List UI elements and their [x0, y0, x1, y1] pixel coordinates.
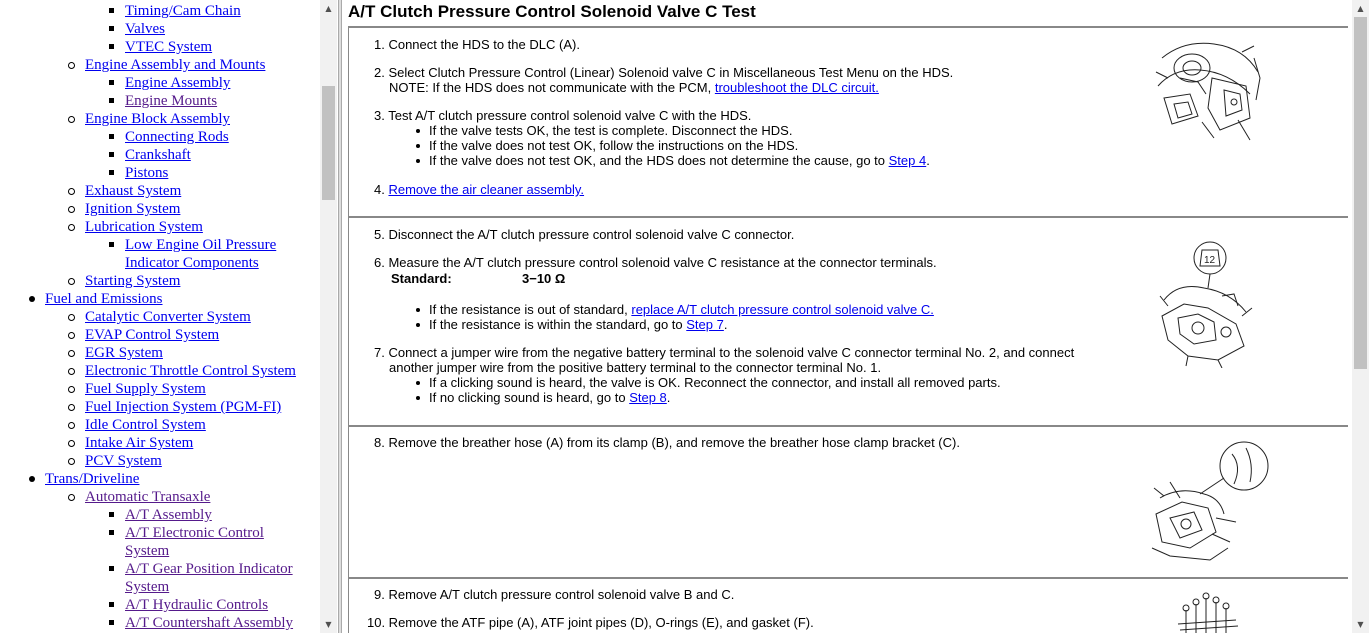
nav-item-label[interactable]: Connecting Rods: [125, 129, 229, 145]
nav-item-label[interactable]: A/T Hydraulic Controls: [125, 597, 269, 613]
nav-item[interactable]: [85, 200, 180, 218]
nav-item[interactable]: [85, 272, 180, 290]
square-bullet-icon: [109, 530, 114, 535]
standard-label: Standard:: [391, 271, 452, 286]
nav-item[interactable]: [125, 20, 165, 38]
disc-bullet-icon: [29, 296, 35, 302]
nav-item-label[interactable]: Idle Control System: [85, 417, 206, 433]
replace-solenoid-link[interactable]: replace A/T clutch pressure control solenoid valve C.: [631, 302, 934, 317]
nav-item[interactable]: [125, 236, 276, 272]
step-7-link[interactable]: Step 7: [686, 317, 724, 332]
square-bullet-icon: [109, 98, 114, 103]
nav-item-label[interactable]: Trans/Driveline: [45, 471, 140, 487]
scroll-down-arrow-icon[interactable]: ▼: [1357, 620, 1364, 629]
step-1: 1. Connect the HDS to the DLC (A).: [374, 37, 580, 52]
nav-item[interactable]: [85, 452, 162, 470]
circle-bullet-icon: [68, 314, 75, 321]
step-3-bullet-3-text: If the valve does not test OK, and the HDS does not determine the cause, go to: [429, 153, 885, 168]
step-4: [374, 182, 584, 197]
bullet-icon: [416, 129, 420, 133]
nav-item[interactable]: [85, 56, 265, 74]
nav-item-label[interactable]: Catalytic Converter System: [85, 309, 251, 325]
step-7: 7. Connect a jumper wire from the negative battery terminal to the solenoid valve C connector terminal No. 2, and connect: [374, 345, 1075, 360]
step-6-bullet-1-text: If the resistance is out of standard,: [429, 302, 628, 317]
standard-value: 3−10 Ω: [522, 271, 566, 286]
step-2-note-text: NOTE: If the HDS does not communicate with the PCM,: [389, 80, 712, 95]
nav-item-label[interactable]: Automatic Transaxle: [85, 489, 211, 505]
step-3: 3. Test A/T clutch pressure control solenoid valve C with the HDS.: [374, 108, 752, 123]
procedure-content: [342, 0, 1352, 633]
nav-item-label[interactable]: Low Engine Oil Pressure: [125, 237, 277, 253]
nav-item-label[interactable]: Lubrication System: [85, 219, 203, 235]
nav-item-label[interactable]: Engine Block Assembly: [85, 111, 230, 127]
nav-item[interactable]: [85, 308, 251, 326]
circle-bullet-icon: [68, 332, 75, 339]
nav-item[interactable]: [85, 344, 163, 362]
circle-bullet-icon: [68, 386, 75, 393]
step-8: 8. Remove the breather hose (A) from its clamp (B), and remove the breather hose clamp bracket (C).: [374, 435, 960, 450]
step-6-bullet-1: [429, 302, 934, 317]
nav-item[interactable]: [125, 128, 229, 146]
nav-item-label[interactable]: Fuel Injection System (PGM-FI): [85, 399, 282, 415]
nav-item-label[interactable]: A/T Electronic Control: [125, 525, 264, 541]
remove-air-cleaner-link[interactable]: Remove the air cleaner assembly.: [388, 182, 585, 197]
circle-bullet-icon: [68, 494, 75, 501]
square-bullet-icon: [109, 602, 114, 607]
circle-bullet-icon: [68, 188, 75, 195]
step-2-note: [389, 80, 879, 95]
step-4-number: 4.: [374, 182, 385, 197]
scroll-up-arrow-icon[interactable]: ▲: [325, 4, 332, 13]
bullet-icon: [416, 381, 420, 385]
square-bullet-icon: [109, 26, 114, 31]
scroll-down-arrow-icon[interactable]: ▼: [325, 620, 332, 629]
step-6: 6. Measure the A/T clutch pressure control solenoid valve C resistance at the connector terminals.: [374, 255, 937, 270]
step-7-bullet-2-text: If no clicking sound is heard, go to: [429, 390, 626, 405]
nav-item-label[interactable]: Intake Air System: [85, 435, 194, 451]
nav-item[interactable]: [85, 218, 203, 236]
nav-item[interactable]: [125, 2, 241, 20]
nav-item-label[interactable]: Timing/Cam Chain: [125, 3, 241, 19]
step-6-bullet-2-text: If the resistance is within the standard, go to: [429, 317, 683, 332]
nav-item[interactable]: [125, 146, 191, 164]
nav-item-label[interactable]: Valves: [125, 21, 165, 37]
table-border: [348, 28, 349, 633]
step-4-link[interactable]: Step 4: [888, 153, 927, 168]
step-6-bullet-2: If the resistance is within the standard, go to Step 7.: [429, 317, 728, 332]
step-9: 9. Remove A/T clutch pressure control solenoid valve B and C.: [374, 587, 735, 602]
step-3-bullet-2: If the valve does not test OK, follow the instructions on the HDS.: [429, 138, 799, 153]
circle-bullet-icon: [68, 62, 75, 69]
nav-item[interactable]: [125, 92, 217, 110]
nav-item[interactable]: [85, 110, 230, 128]
square-bullet-icon: [109, 620, 114, 625]
nav-item-label[interactable]: A/T Countershaft Assembly: [125, 615, 294, 631]
bullet-icon: [416, 308, 420, 312]
nav-item-label[interactable]: Ignition System: [85, 201, 181, 217]
circle-bullet-icon: [68, 368, 75, 375]
nav-item[interactable]: [85, 182, 181, 200]
nav-item-label-cont[interactable]: System: [125, 543, 170, 559]
step-7-cont: another jumper wire from the positive battery terminal to the connector terminal No. 1.: [389, 360, 882, 375]
divider: [348, 577, 1348, 579]
nav-item-label[interactable]: A/T Assembly: [125, 507, 212, 523]
nav-item-label[interactable]: PCV System: [85, 453, 162, 469]
square-bullet-icon: [109, 170, 114, 175]
nav-item[interactable]: [125, 614, 293, 632]
nav-item-label[interactable]: Electronic Throttle Control System: [85, 363, 296, 379]
nav-scrollbar[interactable]: [320, 0, 337, 633]
bullet-icon: [416, 323, 420, 327]
square-bullet-icon: [109, 44, 114, 49]
nav-item-label[interactable]: Starting System: [85, 273, 181, 289]
step-2: 2. Select Clutch Pressure Control (Linear) Solenoid valve C in Miscellaneous Test Menu on the HDS.: [374, 65, 954, 80]
disc-bullet-icon: [29, 476, 35, 482]
square-bullet-icon: [109, 80, 114, 85]
circle-bullet-icon: [68, 458, 75, 465]
step-5: 5. Disconnect the A/T clutch pressure control solenoid valve C connector.: [374, 227, 795, 242]
circle-bullet-icon: [68, 116, 75, 123]
nav-item-label[interactable]: Pistons: [125, 165, 169, 181]
nav-item-label[interactable]: Fuel and Emissions: [45, 291, 163, 307]
scroll-up-arrow-icon[interactable]: ▲: [1357, 4, 1364, 13]
bullet-icon: [416, 159, 420, 163]
nav-item[interactable]: [45, 290, 163, 308]
nav-item[interactable]: [85, 380, 206, 398]
dlc-location-figure: [1154, 38, 1264, 142]
circle-bullet-icon: [68, 206, 75, 213]
step-10: 10. Remove the ATF pipe (A), ATF joint pipes (D), O-rings (E), and gasket (F).: [367, 615, 814, 630]
nav-item-label[interactable]: EVAP Control System: [85, 327, 220, 343]
nav-item-label[interactable]: VTEC System: [125, 39, 213, 55]
nav-item-label-cont[interactable]: System: [125, 579, 170, 595]
nav-item[interactable]: [125, 74, 230, 92]
nav-item-label[interactable]: Exhaust System: [85, 183, 182, 199]
nav-item[interactable]: [125, 560, 293, 596]
circle-bullet-icon: [68, 278, 75, 285]
circle-bullet-icon: [68, 440, 75, 447]
nav-item[interactable]: [125, 596, 268, 614]
nav-item[interactable]: [125, 38, 212, 56]
nav-item[interactable]: [85, 326, 219, 344]
nav-item[interactable]: [85, 488, 210, 506]
circle-bullet-icon: [68, 224, 75, 231]
nav-item[interactable]: [85, 398, 281, 416]
step-7-bullet-2: If no clicking sound is heard, go to Step 8.: [429, 390, 671, 405]
breather-hose-figure: [1150, 438, 1270, 568]
page-title: A/T Clutch Pressure Control Solenoid Valve C Test: [348, 2, 756, 21]
nav-item-label-cont[interactable]: Indicator Components: [125, 255, 259, 271]
nav-item[interactable]: [125, 164, 168, 182]
divider: [348, 216, 1348, 218]
step-3-bullet-1: If the valve tests OK, the test is complete. Disconnect the HDS.: [429, 123, 793, 138]
divider: [348, 26, 1348, 28]
divider: [348, 425, 1348, 427]
circle-bullet-icon: [68, 404, 75, 411]
connector-figure: [1158, 236, 1254, 368]
nav-tree: [0, 0, 320, 633]
nav-item[interactable]: [45, 470, 139, 488]
step-7-bullet-1: If a clicking sound is heard, the valve is OK. Reconnect the connector, and install all removed parts.: [429, 375, 1001, 390]
bullet-icon: [416, 396, 420, 400]
square-bullet-icon: [109, 512, 114, 517]
square-bullet-icon: [109, 566, 114, 571]
nav-item[interactable]: [125, 524, 264, 560]
nav-item-label[interactable]: Engine Assembly and Mounts: [85, 57, 266, 73]
content-scrollbar[interactable]: [1352, 0, 1369, 633]
circle-bullet-icon: [68, 350, 75, 357]
connector-number: 12: [1204, 255, 1216, 266]
atf-pipe-figure: [1176, 590, 1246, 633]
nav-item-label[interactable]: Fuel Supply System: [85, 381, 206, 397]
square-bullet-icon: [109, 242, 114, 247]
nav-item[interactable]: [125, 506, 212, 524]
bullet-icon: [416, 144, 420, 148]
square-bullet-icon: [109, 134, 114, 139]
circle-bullet-icon: [68, 422, 75, 429]
nav-item[interactable]: [85, 416, 206, 434]
nav-item-label[interactable]: Engine Assembly: [125, 75, 231, 91]
step-8-link[interactable]: Step 8: [629, 390, 667, 405]
nav-item-label[interactable]: Engine Mounts: [125, 93, 218, 109]
nav-item-label[interactable]: EGR System: [85, 345, 163, 361]
nav-item-label[interactable]: Crankshaft: [125, 147, 191, 163]
nav-scrollbar-thumb[interactable]: [322, 86, 335, 200]
nav-item[interactable]: [85, 434, 193, 452]
square-bullet-icon: [109, 152, 114, 157]
content-scrollbar-thumb[interactable]: [1354, 17, 1367, 369]
nav-item[interactable]: [85, 362, 296, 380]
square-bullet-icon: [109, 8, 114, 13]
nav-item-label[interactable]: A/T Gear Position Indicator: [125, 561, 293, 577]
step-3-bullet-3: If the valve does not test OK, and the HDS does not determine the cause, go to Step 4.: [429, 153, 930, 168]
troubleshoot-dlc-link[interactable]: troubleshoot the DLC circuit.: [714, 80, 879, 95]
